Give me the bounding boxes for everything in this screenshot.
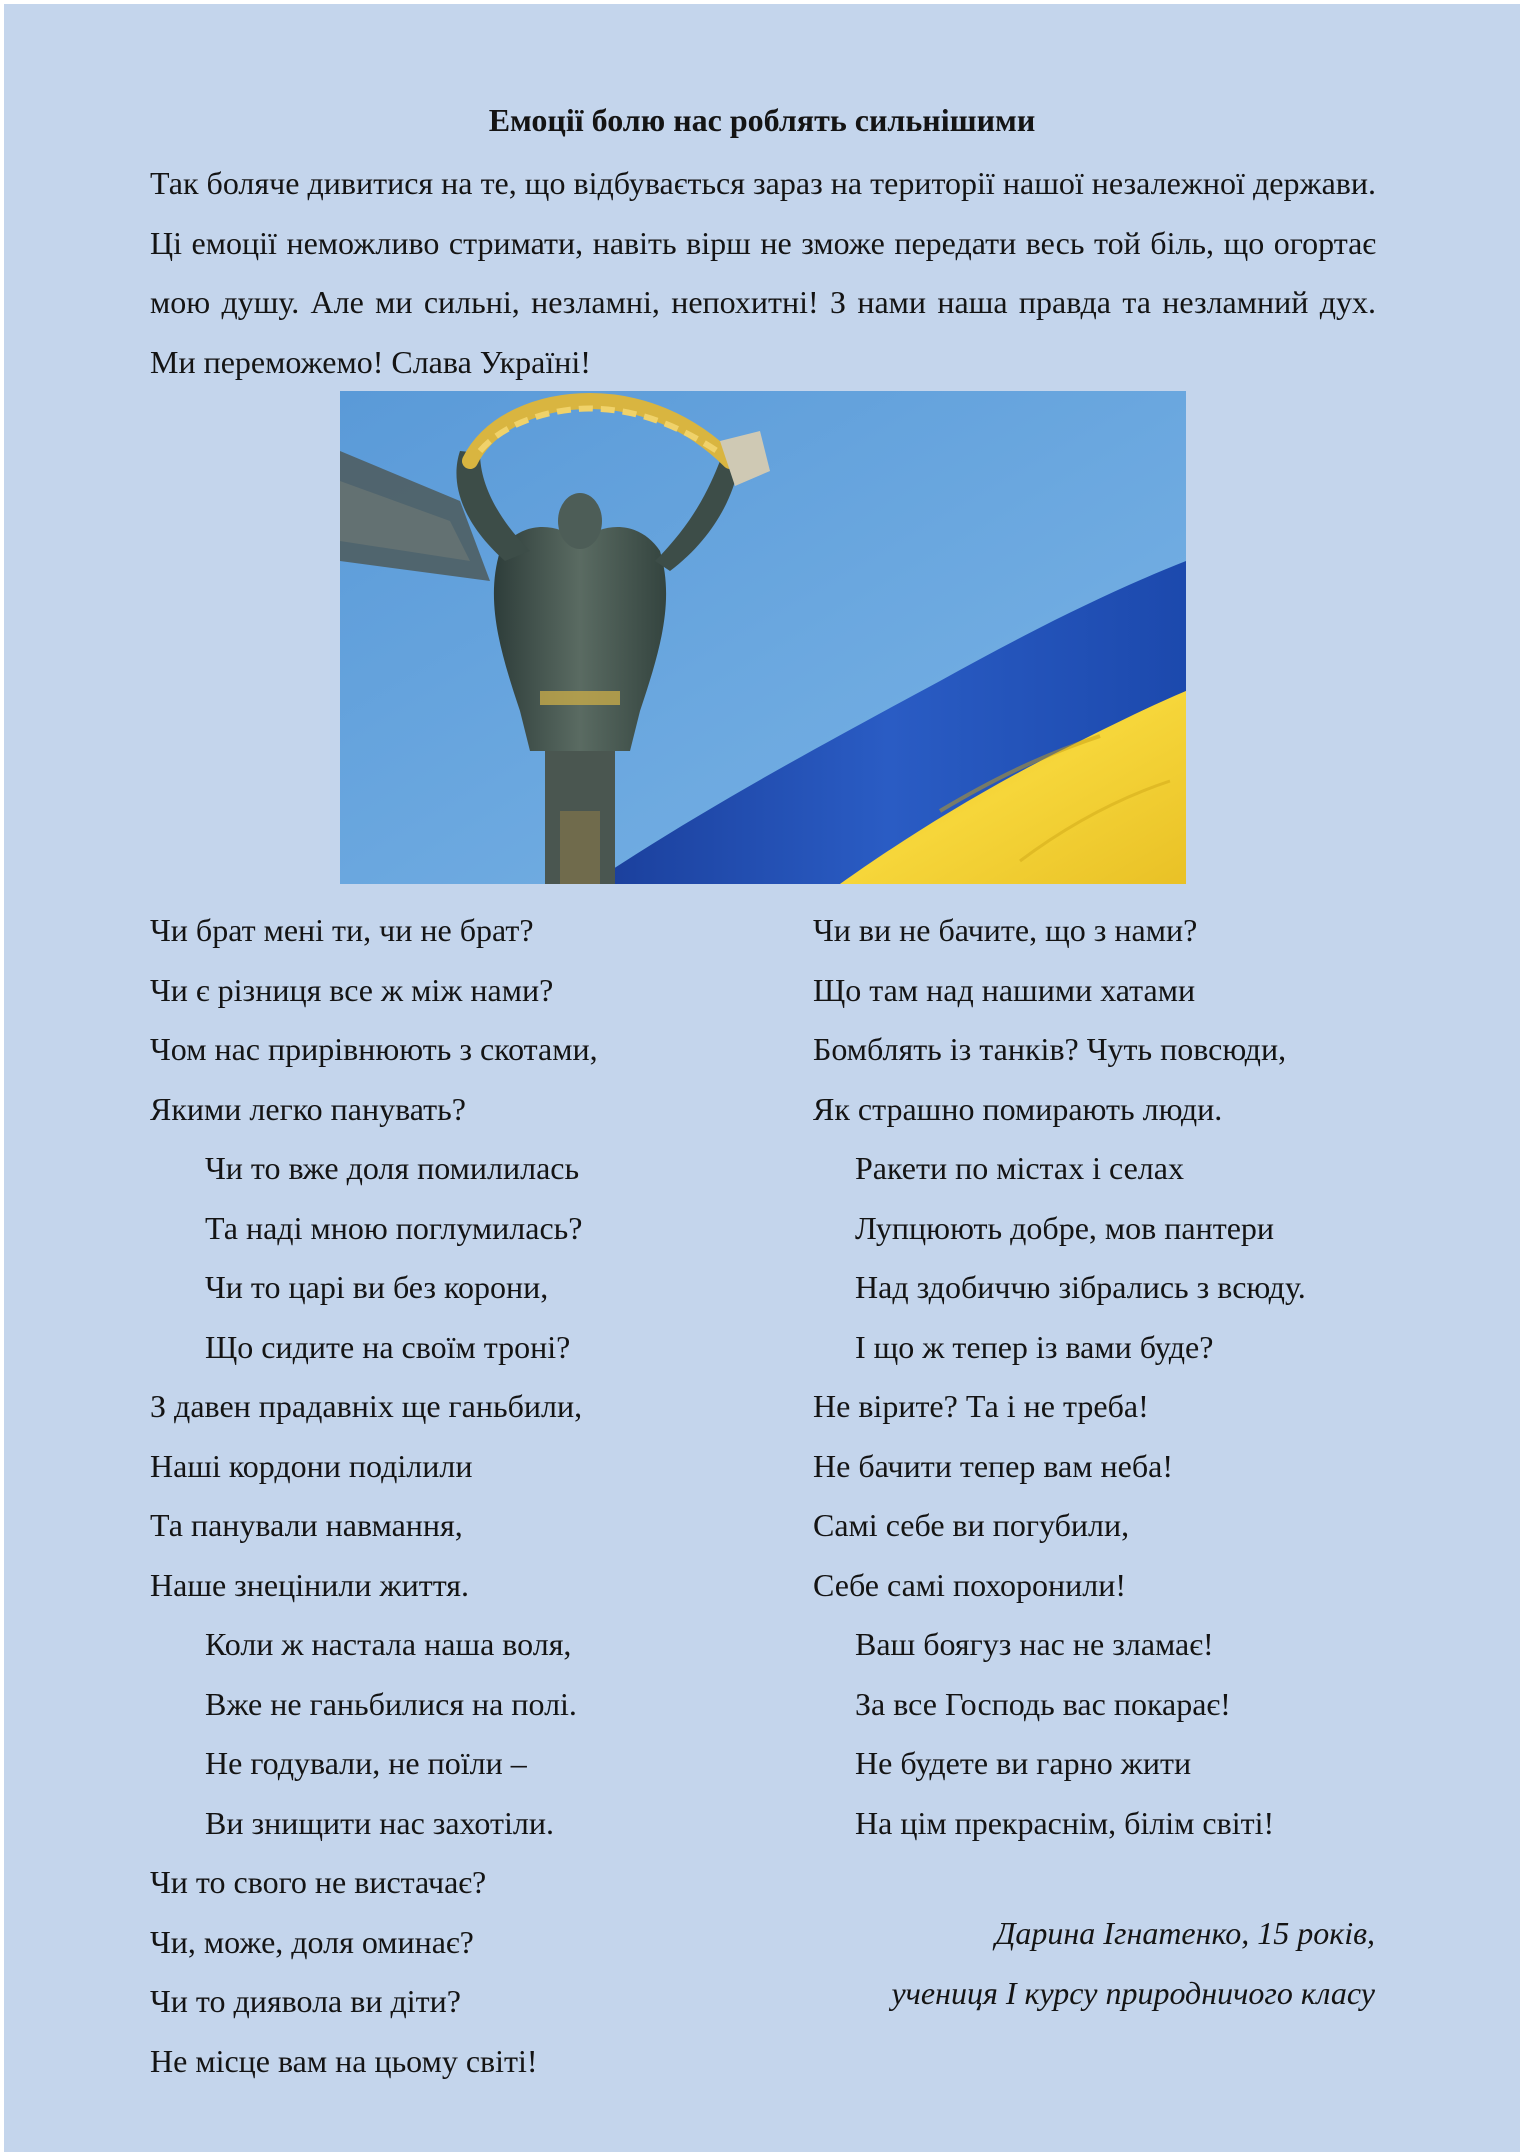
poem-column-left [150, 901, 790, 2091]
poem-line: Самі себе ви погубили, [813, 1507, 1130, 1543]
poem-line: Над здобиччю зібрались з всюду. [855, 1269, 1306, 1305]
poem-line: Наше знецінили життя. [150, 1566, 469, 1603]
poem-line: Наші кордони поділили [150, 1447, 473, 1484]
poem-line: Вже не ганьбилися на полі. [205, 1685, 577, 1722]
author-class: учениця І курсу природничого класу [891, 1974, 1375, 2011]
poem-line: Чи то диявола ви діти? [150, 1983, 461, 2019]
poem-line: Чи то царі ви без корони, [205, 1269, 549, 1305]
poem-line: Що сидите на своїм троні? [205, 1328, 571, 1365]
author-name: Дарина Ігнатенко, 15 років, [995, 1915, 1375, 1951]
poem-line: Коли ж настала наша воля, [205, 1626, 572, 1662]
poem-line: Лупцюють добре, мов пантери [855, 1209, 1275, 1246]
poem-line: Не годували, не поїли – [205, 1745, 527, 1781]
poem-line: На цім прекраснім, білім світі! [855, 1804, 1275, 1841]
independence-monument-flag-photo [340, 391, 1186, 884]
poem-line: Чи то вже доля помилилась [205, 1150, 580, 1186]
poem-line: Чи є різниця все ж між нами? [150, 971, 554, 1008]
poem-line: Що там над нашими хатами [813, 971, 1196, 1008]
poem-line: Бомблять із танків? Чуть повсюди, [813, 1031, 1287, 1067]
poem-line: Чи, може, доля оминає? [150, 1923, 474, 1960]
poem-line: Ви знищити нас захотіли. [205, 1804, 554, 1841]
poem-column-right [813, 901, 1413, 1853]
poem-line: Не будете ви гарно жити [855, 1745, 1192, 1781]
poem-line: Не місце вам на цьому світі! [150, 2042, 538, 2079]
document-page [4, 4, 1520, 2152]
poem-line: З давен прадавніх ще ганьбили, [150, 1388, 583, 1424]
poem-line: Не вірите? Та і не треба! [813, 1388, 1149, 1424]
poem-line: Чи ви не бачите, що з нами? [813, 912, 1198, 948]
statue-head [558, 493, 602, 549]
poem-line: Як страшно помирають люди. [813, 1090, 1223, 1127]
poem-line: Та наді мною поглумилась? [205, 1209, 583, 1246]
intro-paragraph [150, 154, 1376, 392]
poem-line: Та панували навмання, [150, 1507, 463, 1543]
poem-line: Себе самі похоронили! [813, 1566, 1127, 1603]
document-title: Емоції болю нас роблять сильнішими [488, 102, 1036, 138]
poem-line: За все Господь вас покарає! [855, 1685, 1231, 1722]
poem-line: Ваш боягуз нас не зламає! [855, 1626, 1214, 1662]
poem-line: Чи брат мені ти, чи не брат? [150, 912, 534, 948]
poem-line: Якими легко панувать? [150, 1090, 466, 1127]
poem-line: Не бачити тепер вам неба! [813, 1447, 1173, 1484]
author-signature [813, 1904, 1375, 2023]
poem-line: Чом нас прирівнюють з скотами, [150, 1031, 598, 1067]
poem-line: І що ж тепер із вами буде? [855, 1328, 1214, 1365]
intro-text: Так боляче дивитися на те, що відбувається зараз на території нашої незалежної держави. Ці емоції неможливо стримати, навіть вірш не зможе передати весь той біль, що огортає мою душу. Але ми сильні, незламні, непохитні! З нами наша правда та незламний дух. Ми переможемо! Слава Україні! [150, 165, 1376, 380]
poem-line: Ракети по містах і селах [855, 1150, 1184, 1186]
poem-line: Чи то свого не вистачає? [150, 1864, 487, 1900]
